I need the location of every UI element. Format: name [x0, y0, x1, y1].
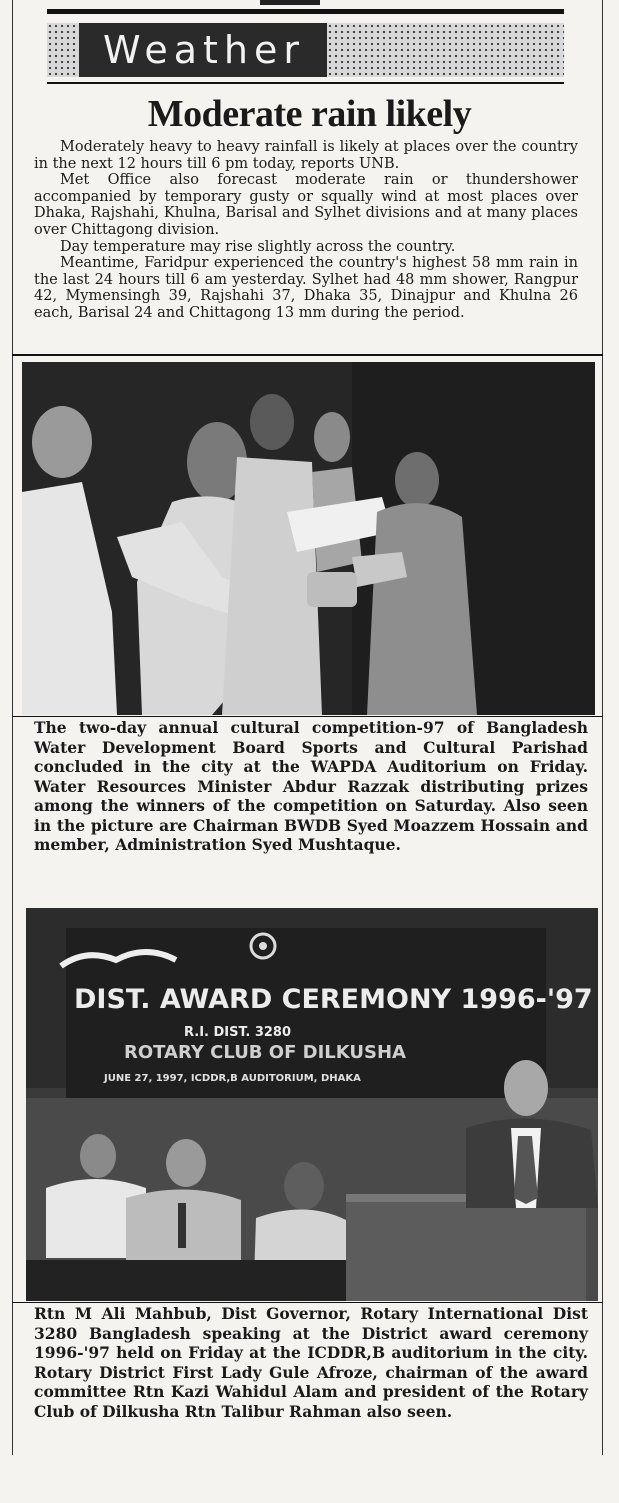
article-paragraph: Day temperature may rise slightly across the country.: [60, 238, 456, 255]
top-rule: [47, 9, 564, 14]
award-ceremony-photo: [26, 908, 598, 1301]
banner-text-line1: DIST. AWARD CEREMONY 1996-'97: [74, 984, 593, 1015]
banner-text-line2: R.I. DIST. 3280: [184, 1025, 292, 1040]
photo-bottom-rule: [12, 716, 603, 717]
award-ceremony-illustration: [26, 908, 598, 1301]
banner-underline: [47, 82, 564, 84]
banner-dot-pattern-right: [327, 23, 564, 77]
article-paragraph: Met Office also forecast moderate rain or thundershower accompanied by temporary gusty or squally wind at most places over Dhaka, Rajshahi, Khulna, Barisal and Sylhet divisions and at many places over Chittagong division.: [34, 172, 578, 238]
photo-bottom-rule-2: [12, 1302, 603, 1303]
weather-article: [34, 139, 578, 322]
prize-photo-illustration: [22, 362, 595, 715]
section-label: Weather: [79, 23, 327, 77]
banner-dot-pattern-left: [47, 23, 79, 77]
banner-text-line4: JUNE 27, 1997, ICDDR,B AUDITORIUM, DHAKA: [104, 1073, 361, 1084]
banner-text-line3: ROTARY CLUB OF DILKUSHA: [124, 1042, 406, 1063]
prize-distribution-photo: [22, 362, 595, 715]
column-rule-left: [12, 0, 13, 1455]
column-rule-right: [602, 0, 603, 1455]
headline: Moderate rain likely: [147, 93, 472, 135]
article-paragraph: Moderately heavy to heavy rainfall is likely at places over the country in the next 12 hours till 6 pm today, reports UNB.: [34, 139, 578, 172]
award-photo-caption: Rtn M Ali Mahbub, Dist Governor, Rotary International Dist 3280 Bangladesh speaking at the District award ceremony 1996-'97 held on Friday at the ICDDR,B auditorium in the city. Rotary District First Lady Gule Afroze, chairman of the award committee Rtn Kazi Wahidul Alam and president of the Rotary Club of Dilkusha Rtn Talibur Rahman also seen.: [34, 1304, 588, 1421]
prize-photo-caption: The two-day annual cultural competition-97 of Bangladesh Water Development Board Sports and Cultural Parishad concluded in the city at the WAPDA Auditorium on Friday. Water Resources Minister Abdur Razzak distributing prizes among the winners of the competition on Saturday. Also seen in the picture are Chairman BWDB Syed Moazzem Hossain and member, Administration Syed Mushtaque.: [34, 718, 588, 854]
article-paragraph: Meantime, Faridpur experienced the country's highest 58 mm rain in the last 24 hours till 6 am yesterday. Sylhet had 48 mm shower, Rangpur 42, Mymensingh 39, Rajshahi 37, Dhaka 35, Dinajpur and Khulna 26 each, Barisal 24 and Chittagong 13 mm during the period.: [34, 255, 578, 321]
top-mark: [260, 0, 320, 5]
weather-section-banner: [47, 23, 564, 77]
section-divider: [12, 354, 603, 356]
